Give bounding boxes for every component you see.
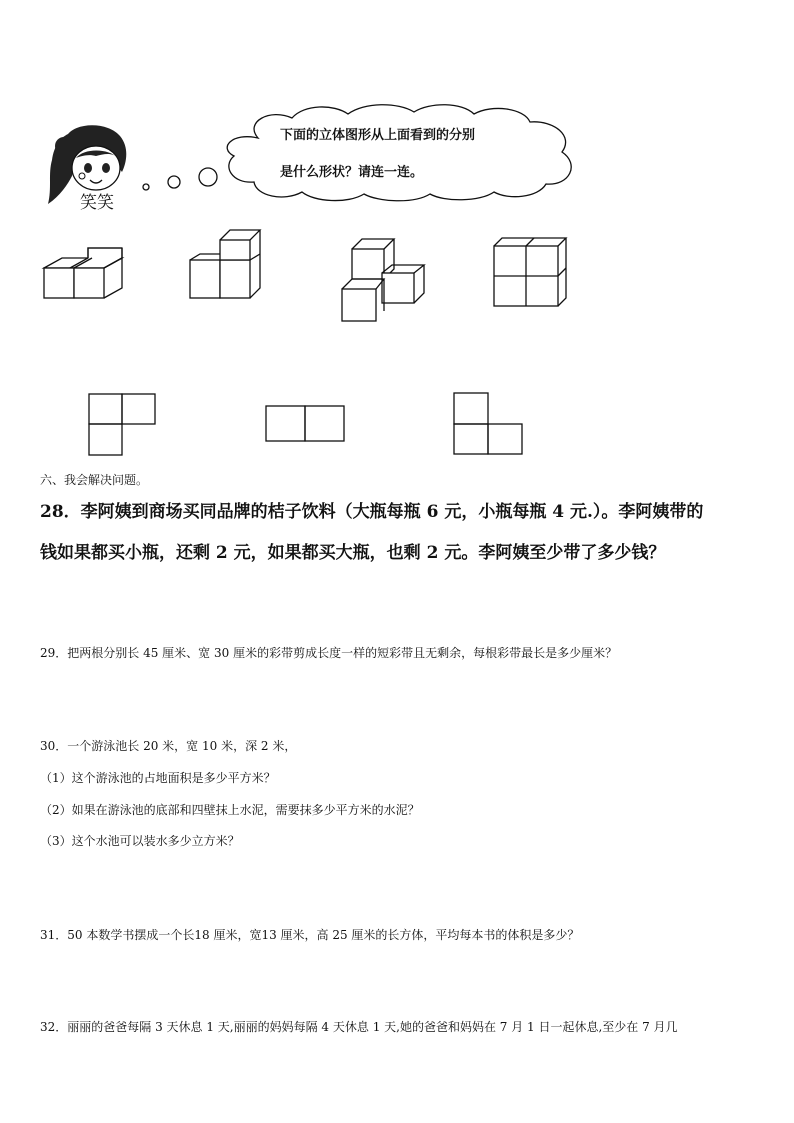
thought-bubbles [138,166,218,196]
top-view-shape-2 [265,405,347,443]
question-32: 32．丽丽的爸爸每隔 3 天休息 1 天,丽丽的妈妈每隔 4 天休息 1 天,她的爸爸和妈妈在 7 月 1 日一起休息,至少在 7 月几 [40,1020,678,1034]
solid-figure-2 [186,226,266,301]
question-30-stem: 30．一个游泳池长 20 米，宽 10 米，深 2 米， [40,739,297,753]
solid-figure-3 [338,235,428,325]
girl-caption: 笑笑 [80,193,114,213]
cloud-text-line1: 下面的立体图形从上面看到的分别 [280,128,476,143]
solid-figure-1 [40,240,130,310]
cloud-text-line2: 是什么形状？请连一连。 [280,165,424,180]
question-28-line1: 28．李阿姨到商场买同品牌的桔子饮料（大瓶每瓶 6 元，小瓶每瓶 4 元.）。李阿姨带的 [40,502,704,522]
question-31: 31．50 本数学书摆成一个长18 厘米，宽13 厘米，高 25 厘米的长方体，平均每本书的体积是多少？ [40,928,580,942]
top-view-shape-1 [88,393,158,457]
question-30-part3: （3）这个水池可以装水多少立方米？ [40,834,240,848]
question-30-part2: （2）如果在游泳池的底部和四壁抹上水泥，需要抹多少平方米的水泥？ [40,803,420,817]
solid-figure-4 [490,236,570,311]
question-28-line2: 钱如果都买小瓶，还剩 2 元，如果都买大瓶，也剩 2 元。李阿姨至少带了多少钱？ [40,543,666,563]
section-title: 六、我会解决问题。 [40,473,149,487]
question-30-part1: （1）这个游泳池的占地面积是多少平方米？ [40,771,276,785]
top-view-shape-3 [453,392,525,456]
question-29: 29．把两根分别长 45 厘米、宽 30 厘米的彩带剪成长度一样的短彩带且无剩余，每根彩带最长是多少厘米？ [40,646,618,660]
thought-cloud [218,104,578,200]
